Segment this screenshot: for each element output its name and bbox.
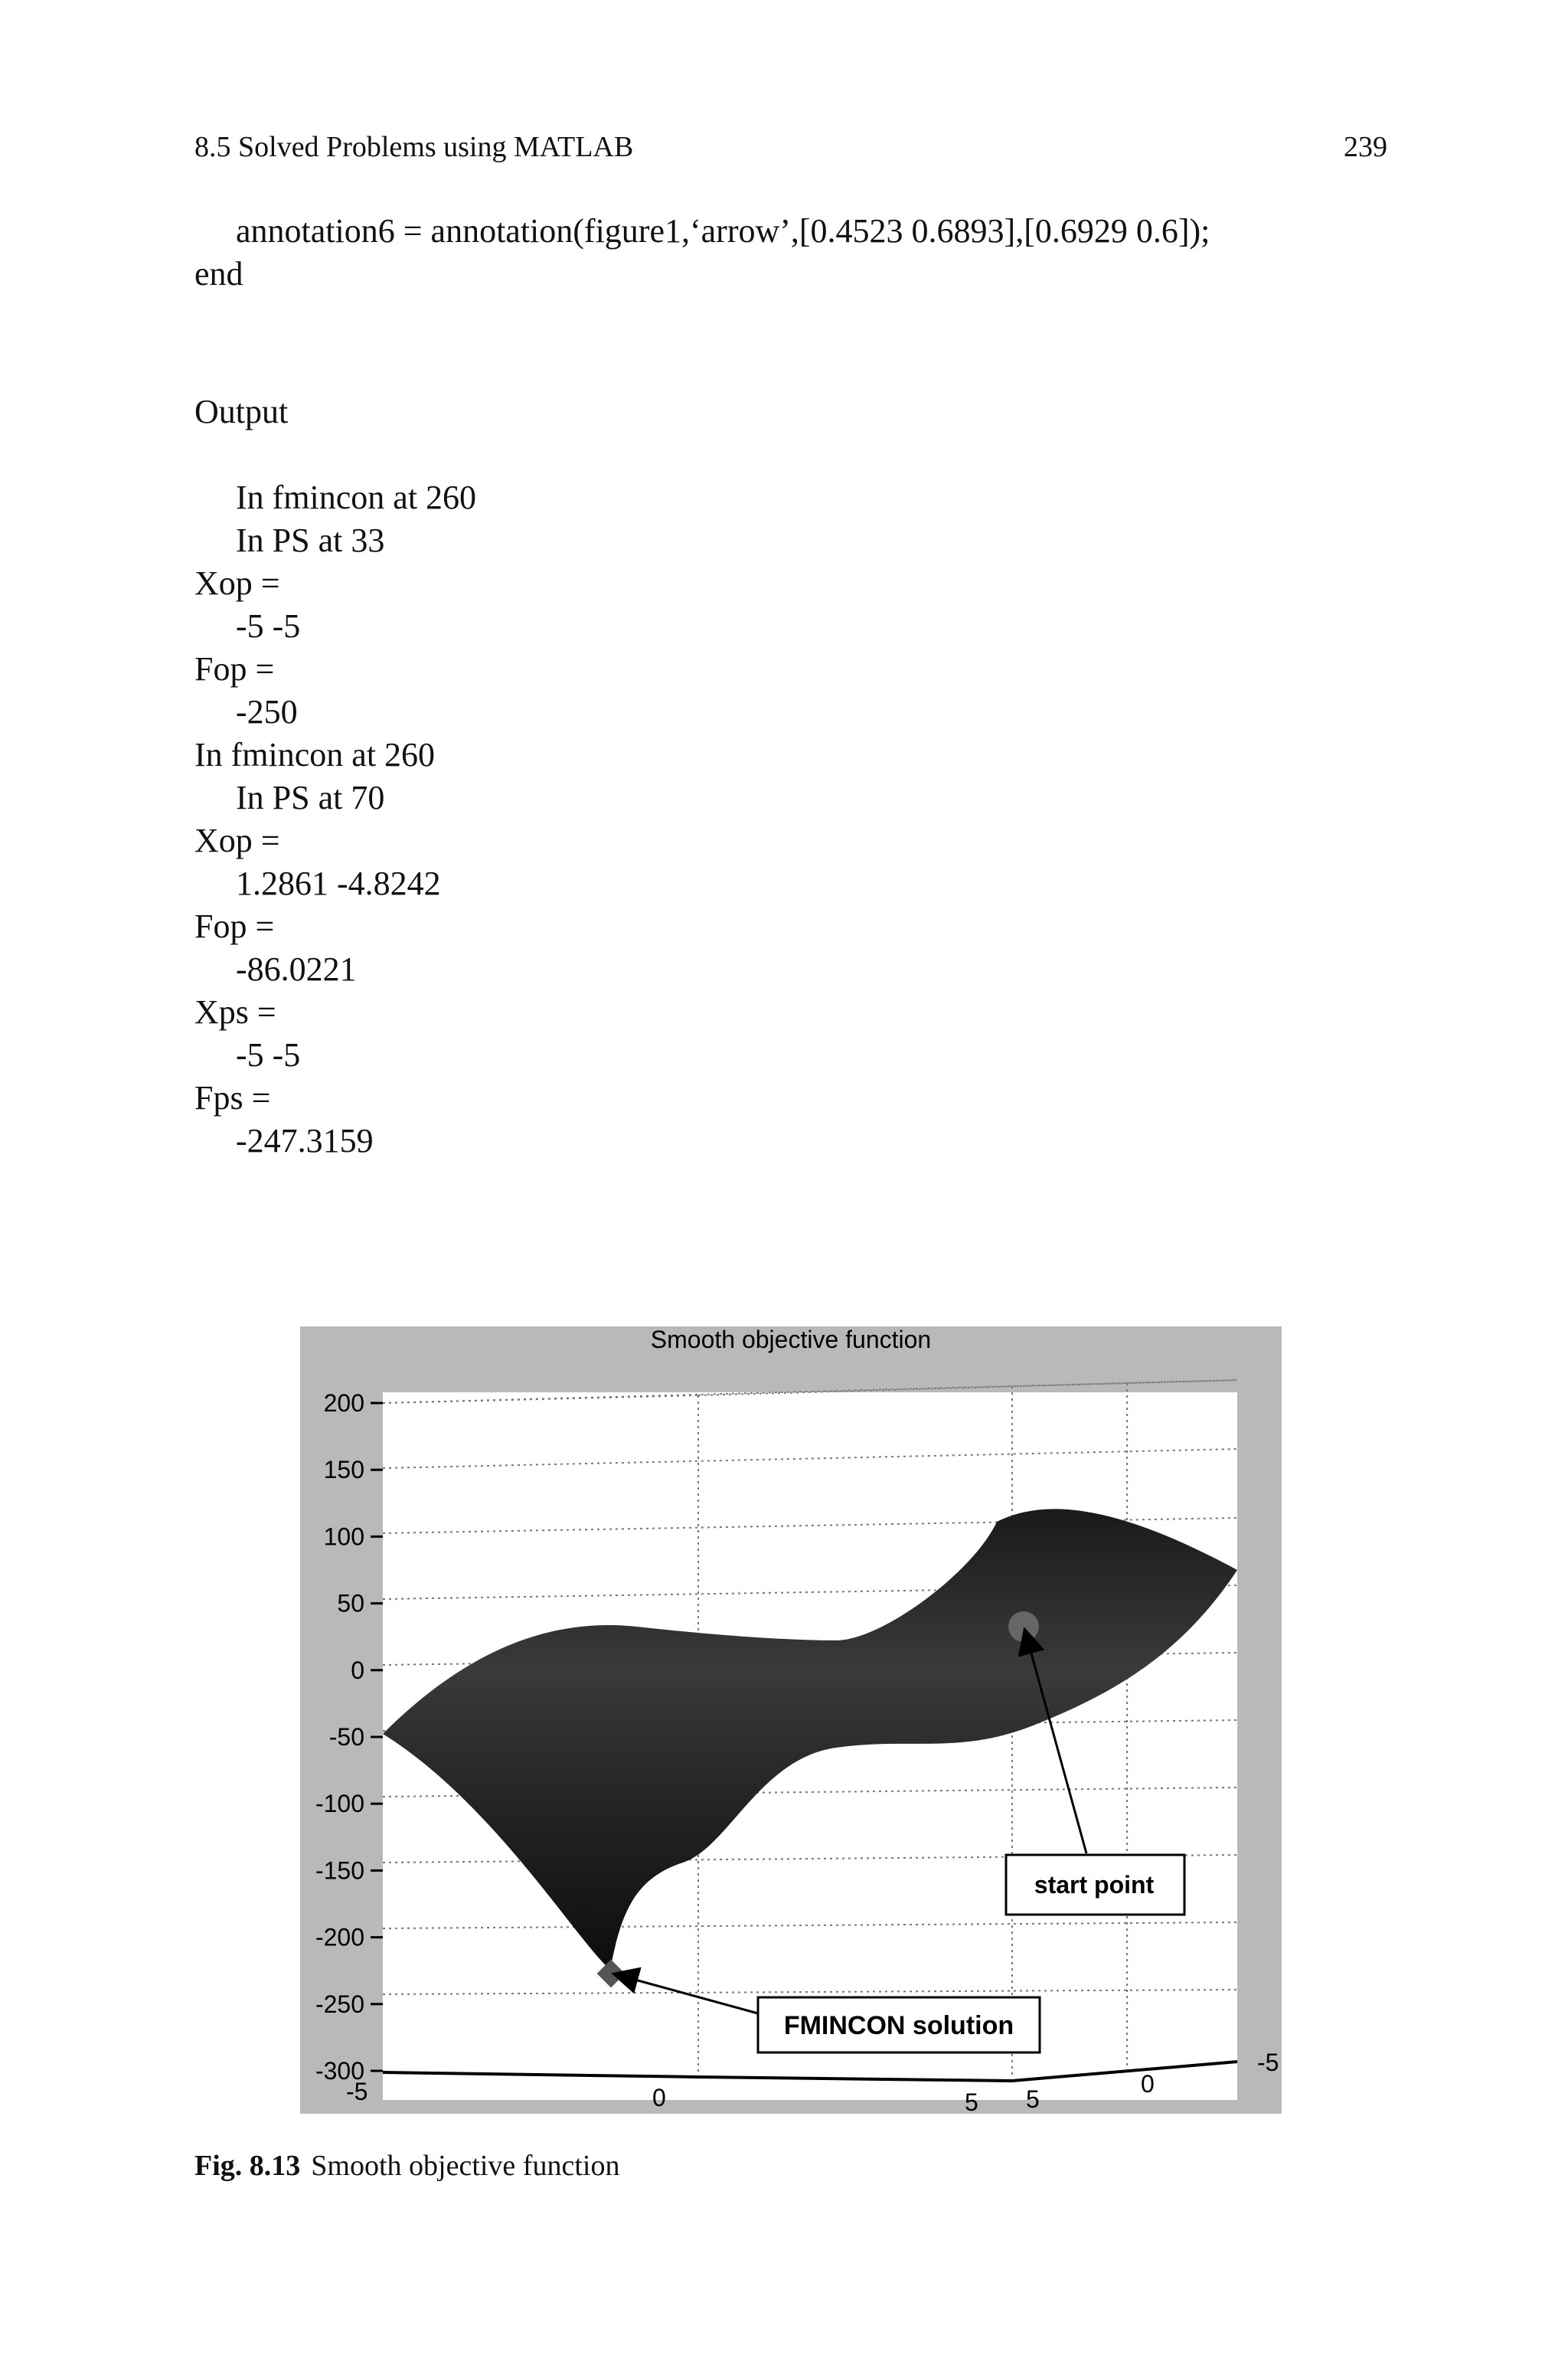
output-line: -5 -5 (236, 1036, 301, 1074)
z-tick-label: -200 (315, 1923, 364, 1951)
x-tick: 5 (965, 2088, 978, 2114)
figure-caption (194, 2149, 619, 2183)
output-line: -5 -5 (236, 607, 301, 645)
output-line: Fps = (194, 1079, 271, 1117)
z-tick-label: -300 (315, 2057, 364, 2085)
y-tick: -5 (1257, 2049, 1279, 2076)
fmincon-solution-box (758, 1997, 1040, 2052)
section-title: 8.5 Solved Problems using MATLAB (194, 131, 634, 163)
code-line: end (194, 255, 243, 293)
output-line: -247.3159 (236, 1122, 374, 1159)
page-number: 239 (1344, 131, 1387, 163)
z-tick-label: -150 (315, 1856, 364, 1885)
chart-title: Smooth objective function (650, 1326, 932, 1353)
code-line: annotation6 = annotation(figure1,‘arrow’,[0.4523 0.6893],[0.6929 0.6]); (236, 212, 1210, 250)
start-point-marker (1008, 1611, 1039, 1642)
output-line: 1.2861 -4.8242 (236, 865, 441, 902)
z-tick-label: 100 (323, 1523, 364, 1551)
surface-plot-figure (300, 1326, 1282, 2114)
start-point-box (1006, 1855, 1184, 1915)
z-tick-label: -250 (315, 1990, 364, 2018)
z-tick-label: 50 (337, 1589, 364, 1617)
output-line: Xop = (194, 822, 280, 859)
z-tick-label: 0 (351, 1656, 364, 1684)
output-line: -250 (236, 693, 298, 731)
caption-text: Smooth objective function (311, 2150, 620, 2182)
output-heading: Output (194, 393, 289, 430)
output-line: In PS at 33 (236, 522, 385, 559)
x-tick: -5 (346, 2078, 368, 2105)
output-line: Fop = (194, 650, 275, 688)
y-tick: 0 (1141, 2070, 1155, 2098)
x-tick: 0 (652, 2084, 666, 2111)
output-line: In PS at 70 (236, 779, 385, 816)
caption-label: Fig. 8.13 (194, 2150, 301, 2182)
start-point-label: start point (1034, 1871, 1155, 1899)
z-tick-label: -100 (315, 1790, 364, 1818)
z-tick-label: -50 (328, 1723, 364, 1751)
output-line: Xop = (194, 564, 280, 602)
output-line: Xps = (194, 993, 276, 1031)
output-line: Fop = (194, 908, 275, 945)
z-tick-label: 200 (323, 1389, 364, 1417)
output-line: In fmincon at 260 (194, 736, 436, 774)
output-line: In fmincon at 260 (236, 479, 477, 516)
z-tick-label: 150 (323, 1456, 364, 1484)
y-tick: 5 (1026, 2085, 1040, 2113)
output-line: -86.0221 (236, 950, 357, 988)
fmincon-solution-label: FMINCON solution (783, 2011, 1014, 2040)
